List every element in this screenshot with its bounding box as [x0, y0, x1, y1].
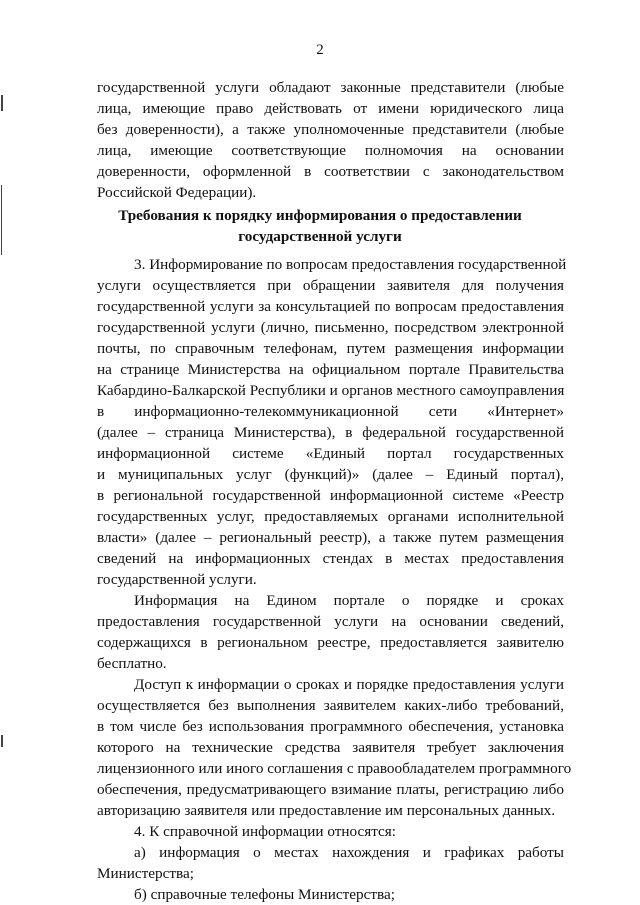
- text-line: 3. Информирование по вопросам предоставления государственной: [134, 256, 567, 273]
- text-line: в том числе без использования программного обеспечения, установка: [97, 718, 564, 735]
- text-line: в информационно-телекоммуникационной сети «Интернет»: [97, 403, 564, 420]
- text-line: сведений на информационных стендах в местах предоставления: [97, 550, 564, 567]
- text-line: услуги осуществляется при обращении заявителя для получения: [97, 277, 564, 294]
- text-line: содержащихся в региональном реестре, предоставляется заявителю: [97, 634, 564, 651]
- text-line: государственных услуг, предоставляемых органами исполнительной: [97, 508, 564, 525]
- text-line: лица, имеющие соответствующие полномочия на основании: [97, 142, 564, 159]
- text-line: и муниципальных услуг (функций)» (далее – Единый портал),: [97, 466, 564, 483]
- text-line: информационной системе «Единый портал государственных: [97, 445, 564, 462]
- text-line: почты, по справочным телефонам, путем размещения информации: [97, 340, 564, 357]
- text-line: государственной услуги.: [97, 571, 257, 588]
- text-line: б) справочные телефоны Министерства;: [134, 886, 395, 903]
- text-line: Кабардино-Балкарской Республики и органов местного самоуправления: [97, 382, 565, 399]
- text-line: бесплатно.: [97, 655, 167, 672]
- text-line: доверенности, оформленной в соответствии с законодательством: [97, 163, 564, 180]
- text-line: 4. К справочной информации относятся:: [134, 823, 396, 840]
- text-line: (далее – страница Министерства), в федеральной государственной: [97, 424, 564, 441]
- text-line: осуществляется без выполнения заявителем каких-либо требований,: [97, 697, 564, 714]
- text-line: государственной услуги (лично, письменно, посредством электронной: [97, 319, 564, 336]
- scan-edge-mark: [1, 95, 3, 111]
- page-number: 2: [316, 42, 324, 58]
- scan-edge-mark: [1, 735, 3, 747]
- text-line: Доступ к информации о сроках и порядке предоставления услуги: [134, 676, 564, 693]
- heading-line: Требования к порядку информирования о предоставлении: [118, 207, 522, 224]
- text-line: государственной услуги обладают законные представители (любые: [97, 79, 564, 96]
- text-line: авторизацию заявителя или предоставление им персональных данных.: [97, 802, 556, 819]
- text-line: которого на технические средства заявителя требует заключения: [97, 739, 564, 756]
- text-line: лица, имеющие право действовать от имени юридического лица: [97, 100, 564, 117]
- heading-line: государственной услуги: [238, 228, 402, 245]
- text-line: Министерства;: [97, 865, 194, 882]
- text-line: в региональной государственной информационной системе «Реестр: [97, 487, 564, 504]
- text-line: а) информация о местах нахождения и графиках работы: [134, 844, 564, 861]
- text-line: государственной услуги за консультацией по вопросам предоставления: [97, 298, 564, 315]
- scan-edge-mark: [1, 185, 2, 255]
- text-line: Информация на Едином портале о порядке и сроках: [134, 592, 564, 609]
- text-line: предоставления государственной услуги на основании сведений,: [97, 613, 564, 630]
- text-line: на странице Министерства на официальном портале Правительства: [97, 361, 564, 378]
- text-line: обеспечения, предусматривающего взимание платы, регистрацию либо: [97, 781, 564, 798]
- text-line: без доверенности), а также уполномоченные представители (любые: [97, 121, 564, 138]
- text-line: лицензионного или иного соглашения с правообладателем программного: [97, 760, 572, 777]
- text-line: Российской Федерации).: [97, 184, 257, 201]
- text-line: власти» (далее – региональный реестр), а также путем размещения: [97, 529, 564, 546]
